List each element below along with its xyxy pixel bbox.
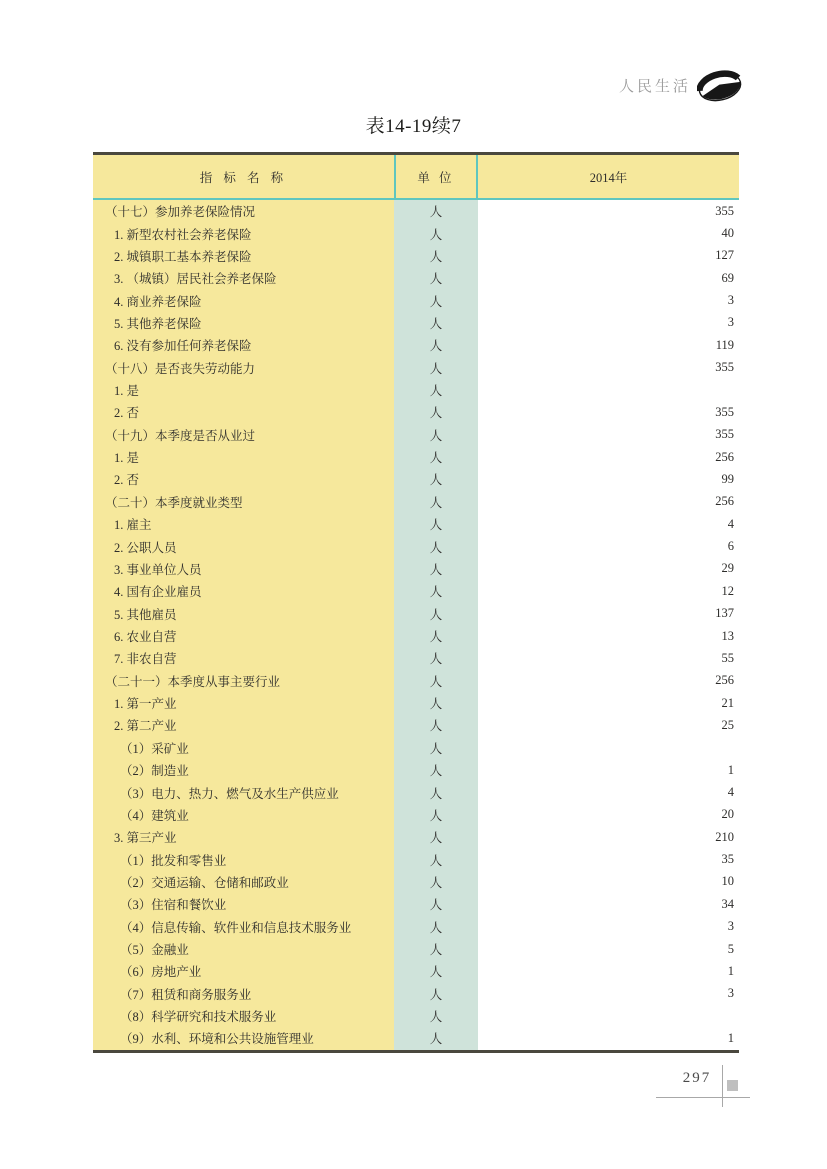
row-value: 69	[478, 267, 739, 289]
row-label: （3）住宿和餐饮业	[93, 893, 394, 915]
row-value: 3	[478, 312, 739, 334]
row-label: 1. 雇主	[93, 513, 394, 535]
page-number: 297	[682, 1070, 712, 1086]
row-unit: 人	[394, 916, 478, 938]
row-label: （4）建筑业	[93, 804, 394, 826]
table-row	[93, 334, 739, 356]
row-unit: 人	[394, 267, 478, 289]
table-row	[93, 491, 739, 513]
row-value: 210	[478, 826, 739, 848]
row-label: 1. 是	[93, 379, 394, 401]
row-value: 137	[478, 602, 739, 624]
row-label: （4）信息传输、软件业和信息技术服务业	[93, 916, 394, 938]
row-unit: 人	[394, 938, 478, 960]
footer-vertical-rule	[722, 1065, 723, 1107]
row-label: 3. 第三产业	[93, 826, 394, 848]
table-row	[93, 1027, 739, 1049]
row-label: 3. （城镇）居民社会养老保险	[93, 267, 394, 289]
row-value: 5	[478, 938, 739, 960]
table-row	[93, 848, 739, 870]
row-label: 2. 否	[93, 468, 394, 490]
col-header-year-2014: 2014年	[589, 170, 628, 185]
row-unit: 人	[394, 759, 478, 781]
row-value: 256	[478, 670, 739, 692]
statistics-table	[93, 152, 739, 1053]
table-header-row	[93, 155, 739, 200]
row-unit: 人	[394, 737, 478, 759]
table-row	[93, 692, 739, 714]
row-unit: 人	[394, 826, 478, 848]
table-row	[93, 1005, 739, 1027]
table-row	[93, 222, 739, 244]
row-value: 1	[478, 960, 739, 982]
row-label: （6）房地产业	[93, 960, 394, 982]
table-row	[93, 424, 739, 446]
row-unit: 人	[394, 1005, 478, 1027]
table-row	[93, 826, 739, 848]
row-unit: 人	[394, 558, 478, 580]
table-row	[93, 312, 739, 334]
page-title: 表14-19续7	[365, 116, 462, 137]
row-value	[478, 1005, 739, 1027]
row-label: （9）水利、环境和公共设施管理业	[93, 1027, 394, 1049]
row-label: 1. 新型农村社会养老保险	[93, 222, 394, 244]
publisher-swirl-logo-icon	[697, 66, 743, 108]
table-row	[93, 625, 739, 647]
row-label: （十八）是否丧失劳动能力	[93, 357, 394, 379]
row-label: 5. 其他雇员	[93, 602, 394, 624]
row-unit: 人	[394, 245, 478, 267]
table-row	[93, 670, 739, 692]
row-label: 3. 事业单位人员	[93, 558, 394, 580]
row-unit: 人	[394, 222, 478, 244]
row-unit: 人	[394, 334, 478, 356]
row-value: 1	[478, 1027, 739, 1049]
row-unit: 人	[394, 1027, 478, 1049]
row-unit: 人	[394, 289, 478, 311]
row-unit: 人	[394, 379, 478, 401]
row-unit: 人	[394, 960, 478, 982]
row-label: （8）科学研究和技术服务业	[93, 1005, 394, 1027]
row-label: （二十）本季度就业类型	[93, 491, 394, 513]
row-unit: 人	[394, 468, 478, 490]
row-value: 35	[478, 848, 739, 870]
row-value: 3	[478, 289, 739, 311]
row-value: 355	[478, 357, 739, 379]
row-value: 256	[478, 446, 739, 468]
section-label: 人民生活	[618, 78, 691, 95]
row-label: 4. 国有企业雇员	[93, 580, 394, 602]
table-row	[93, 513, 739, 535]
row-unit: 人	[394, 625, 478, 647]
row-unit: 人	[394, 781, 478, 803]
table-row	[93, 267, 739, 289]
row-value: 355	[478, 401, 739, 423]
row-unit: 人	[394, 647, 478, 669]
row-label: 6. 没有参加任何养老保险	[93, 334, 394, 356]
row-value: 127	[478, 245, 739, 267]
table-row	[93, 558, 739, 580]
row-value: 10	[478, 871, 739, 893]
row-value: 3	[478, 983, 739, 1005]
row-label: （十七）参加养老保险情况	[93, 200, 394, 222]
row-label: （1）采矿业	[93, 737, 394, 759]
table-row	[93, 714, 739, 736]
row-unit: 人	[394, 424, 478, 446]
row-unit: 人	[394, 893, 478, 915]
row-label: （5）金融业	[93, 938, 394, 960]
row-unit: 人	[394, 513, 478, 535]
table-row	[93, 983, 739, 1005]
row-label: （二十一）本季度从事主要行业	[93, 670, 394, 692]
row-value: 6	[478, 535, 739, 557]
row-value: 40	[478, 222, 739, 244]
footer-horizontal-rule	[656, 1097, 750, 1098]
table-row	[93, 289, 739, 311]
row-value: 4	[478, 781, 739, 803]
row-unit: 人	[394, 200, 478, 222]
row-label: 2. 否	[93, 401, 394, 423]
row-label: 7. 非农自营	[93, 647, 394, 669]
table-row	[93, 804, 739, 826]
footer-square-marker-icon	[727, 1080, 738, 1091]
row-unit: 人	[394, 491, 478, 513]
row-unit: 人	[394, 602, 478, 624]
row-label: 2. 城镇职工基本养老保险	[93, 245, 394, 267]
row-label: （3）电力、热力、燃气及水生产供应业	[93, 781, 394, 803]
row-label: （1）批发和零售业	[93, 848, 394, 870]
table-row	[93, 647, 739, 669]
row-value: 55	[478, 647, 739, 669]
row-label: （十九）本季度是否从业过	[93, 424, 394, 446]
row-value: 355	[478, 424, 739, 446]
row-unit: 人	[394, 446, 478, 468]
table-row	[93, 357, 739, 379]
table-row	[93, 916, 739, 938]
row-value: 25	[478, 714, 739, 736]
row-value: 1	[478, 759, 739, 781]
row-label: （2）交通运输、仓储和邮政业	[93, 871, 394, 893]
row-value	[478, 737, 739, 759]
row-label: 5. 其他养老保险	[93, 312, 394, 334]
table-row	[93, 960, 739, 982]
row-label: 4. 商业养老保险	[93, 289, 394, 311]
row-unit: 人	[394, 535, 478, 557]
row-unit: 人	[394, 692, 478, 714]
row-unit: 人	[394, 871, 478, 893]
row-unit: 人	[394, 580, 478, 602]
page-footer	[0, 1060, 827, 1120]
row-unit: 人	[394, 848, 478, 870]
row-value: 355	[478, 200, 739, 222]
row-unit: 人	[394, 357, 478, 379]
row-value: 21	[478, 692, 739, 714]
row-label: 2. 第二产业	[93, 714, 394, 736]
table-row	[93, 379, 739, 401]
row-value: 3	[478, 916, 739, 938]
row-label: （2）制造业	[93, 759, 394, 781]
row-value	[478, 379, 739, 401]
table-row	[93, 759, 739, 781]
row-unit: 人	[394, 714, 478, 736]
table-row	[93, 446, 739, 468]
table-row	[93, 401, 739, 423]
table-body	[93, 200, 739, 1050]
row-label: 1. 第一产业	[93, 692, 394, 714]
row-value: 256	[478, 491, 739, 513]
row-label: （7）租赁和商务服务业	[93, 983, 394, 1005]
row-value: 20	[478, 804, 739, 826]
row-label: 2. 公职人员	[93, 535, 394, 557]
row-value: 119	[478, 334, 739, 356]
row-unit: 人	[394, 983, 478, 1005]
row-value: 4	[478, 513, 739, 535]
row-value: 99	[478, 468, 739, 490]
row-unit: 人	[394, 804, 478, 826]
row-value: 29	[478, 558, 739, 580]
row-label: 1. 是	[93, 446, 394, 468]
table-row	[93, 871, 739, 893]
table-row	[93, 938, 739, 960]
col-header-indicator-name: 指 标 名 称	[199, 170, 288, 185]
table-row	[93, 602, 739, 624]
row-unit: 人	[394, 670, 478, 692]
table-row	[93, 245, 739, 267]
table-row	[93, 200, 739, 222]
table-row	[93, 580, 739, 602]
row-unit: 人	[394, 401, 478, 423]
row-label: 6. 农业自营	[93, 625, 394, 647]
row-value: 34	[478, 893, 739, 915]
running-header	[619, 66, 743, 108]
table-row	[93, 737, 739, 759]
row-value: 12	[478, 580, 739, 602]
table-row	[93, 893, 739, 915]
row-value: 13	[478, 625, 739, 647]
row-unit: 人	[394, 312, 478, 334]
col-header-unit: 单 位	[394, 155, 478, 198]
table-row	[93, 535, 739, 557]
table-row	[93, 781, 739, 803]
table-row	[93, 468, 739, 490]
